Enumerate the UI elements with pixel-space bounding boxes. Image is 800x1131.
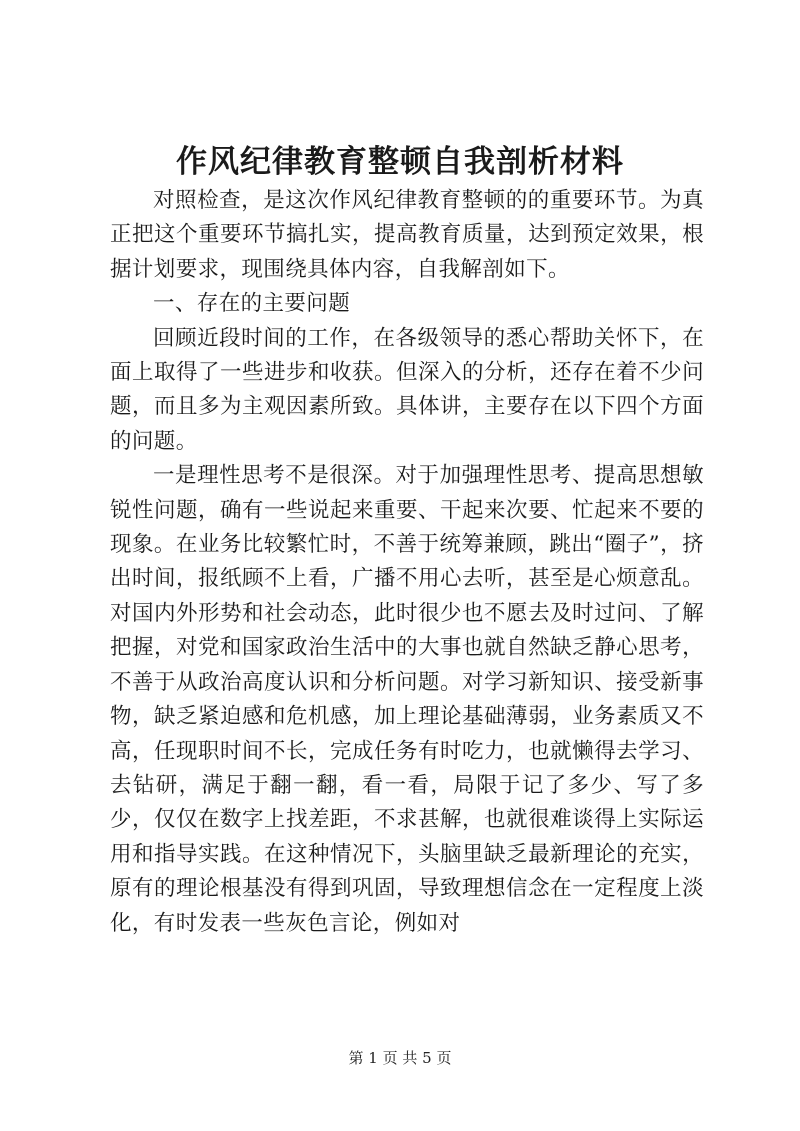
intro-paragraph: 对照检查，是这次作风纪律教育整顿的的重要环节。为真正把这个重要环节搞扎实，提高教育质量，达到预定效果，根据计划要求，现围绕具体内容，自我解剖如下。 [110,188,704,282]
issue-one-paragraph: 一是理性思考不是很深。对于加强理性思考、提高思想敏锐性问题，确有一些说起来重要、干起来次要、忙起来不要的现象。在业务比较繁忙时，不善于统筹兼顾，跳出“圈子”，挤出时间，报纸顾不上看，广播不用心去听，甚至是心烦意乱。对国内外形势和社会动态，此时很少也不愿去及时过问、了解把握，对党和国家政治生活中的大事也就自然缺乏静心思考，不善于从政治高度认识和分析问题。对学习新知识、接受新事物，缺乏紧迫感和危机感，加上理论基础薄弱，业务素质又不高，任现职时间不长，完成任务有时吃力，也就懒得去学习、去钻研，满足于翻一翻，看一看，局限于记了多少、写了多少，仅仅在数字上找差距，不求甚解，也就很难谈得上实际运用和指导实践。在这种情况下，头脑里缺乏最新理论的充实，原有的理论根基没有得到巩固，导致理想信念在一定程度上淡化，有时发表一些灰色言论，例如对 [110,463,704,936]
review-paragraph: 回顾近段时间的工作，在各级领导的悉心帮助关怀下，在面上取得了一些进步和收获。但深入的分析，还存在着不少问题，而且多为主观因素所致。具体讲，主要存在以下四个方面的问题。 [110,325,704,454]
document-body [110,184,704,941]
page-footer: 第 1 页 共 5 页 [348,1049,452,1067]
document-title: 作风纪律教育整顿自我剖析材料 [176,144,624,180]
section-heading: 一、存在的主要问题 [153,291,351,317]
